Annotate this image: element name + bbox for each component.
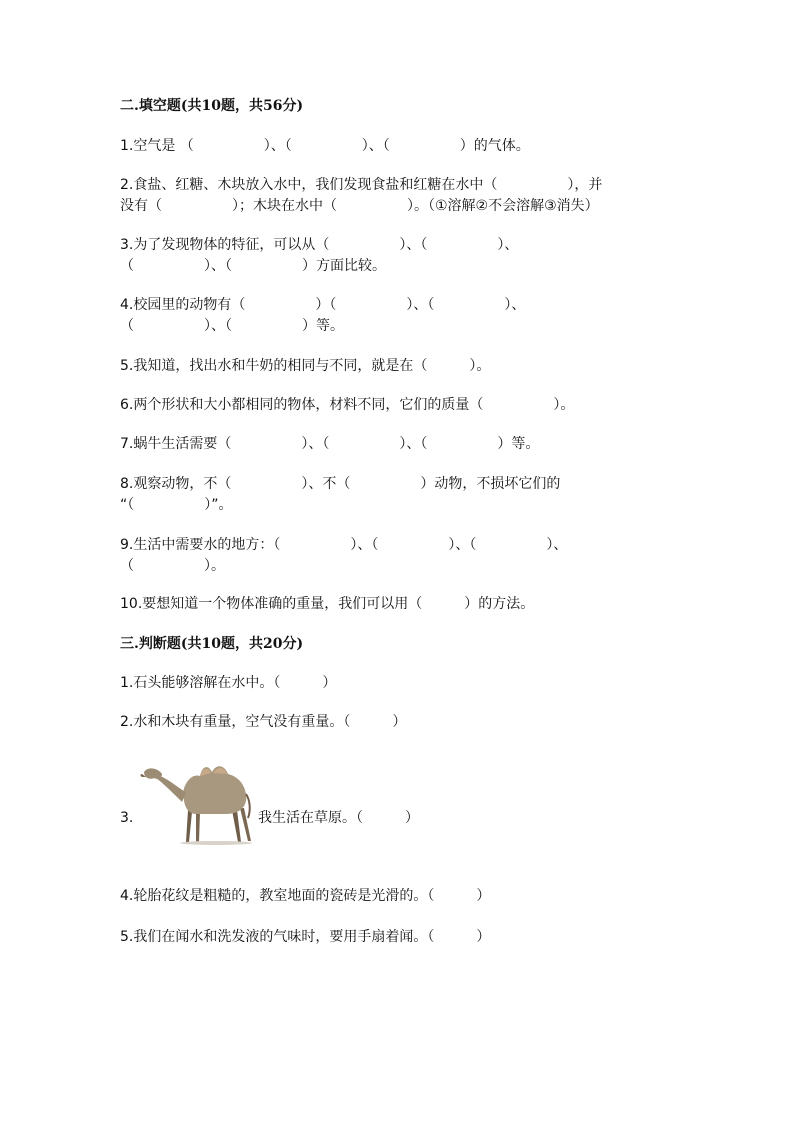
question-2-1: 1.空气是 （ ）、（ ）、（ ）的气体。	[120, 138, 530, 154]
question-2-3-line1: 3.为了发现物体的特征，可以从（ ）、（ ）、	[120, 237, 519, 253]
question-2-9-line1: 9.生活中需要水的地方：（ ）、（ ）、（ ）、	[120, 537, 568, 553]
question-2-10: 10.要想知道一个物体准确的重量，我们可以用（ ）的方法。	[120, 596, 535, 612]
camel-image	[136, 758, 258, 846]
question-2-6: 6.两个形状和大小都相同的物体，材料不同，它们的质量（ ）。	[120, 397, 575, 413]
question-2-5: 5.我知道，找出水和牛奶的相同与不同，就是在（ ）。	[120, 358, 491, 374]
question-3-4: 4.轮胎花纹是粗糙的，教室地面的瓷砖是光滑的。（ ）	[120, 888, 491, 904]
question-2-8-line1: 8.观察动物，不（ ）、不（ ）动物，不损坏它们的	[120, 476, 561, 492]
question-3-5: 5.我们在闻水和洗发液的气味时，要用手扇着闻。（ ）	[120, 929, 491, 945]
question-3-1: 1.石头能够溶解在水中。（ ）	[120, 675, 337, 691]
question-2-4-line1: 4.校园里的动物有（ ）（ ）、（ ）、	[120, 297, 526, 313]
question-2-2-line1: 2.食盐、红糖、木块放入水中，我们发现食盐和红糖在水中（ ），并	[120, 177, 603, 193]
question-3-2: 2.水和木块有重量，空气没有重量。（ ）	[120, 714, 407, 730]
question-2-3-line2: （ ）、（ ）方面比较。	[120, 258, 386, 274]
question-2-9-line2: （ ）。	[120, 558, 225, 574]
question-3-3-number: 3.	[120, 810, 134, 826]
question-2-2-line2: 没有（ ）；木块在水中（ ）。（①溶解②不会溶解③消失）	[120, 198, 599, 214]
section-3-title: 三.判断题(共10题，共20分)	[120, 636, 304, 652]
section-2-title: 二.填空题(共10题，共56分)	[120, 98, 304, 114]
question-2-7: 7.蜗牛生活需要（ ）、（ ）、（ ）等。	[120, 436, 540, 452]
question-3-3-text: 我生活在草原。（ ）	[258, 810, 419, 826]
question-2-8-line2: “（ ）”。	[120, 497, 233, 513]
question-2-4-line2: （ ）、（ ）等。	[120, 318, 344, 334]
